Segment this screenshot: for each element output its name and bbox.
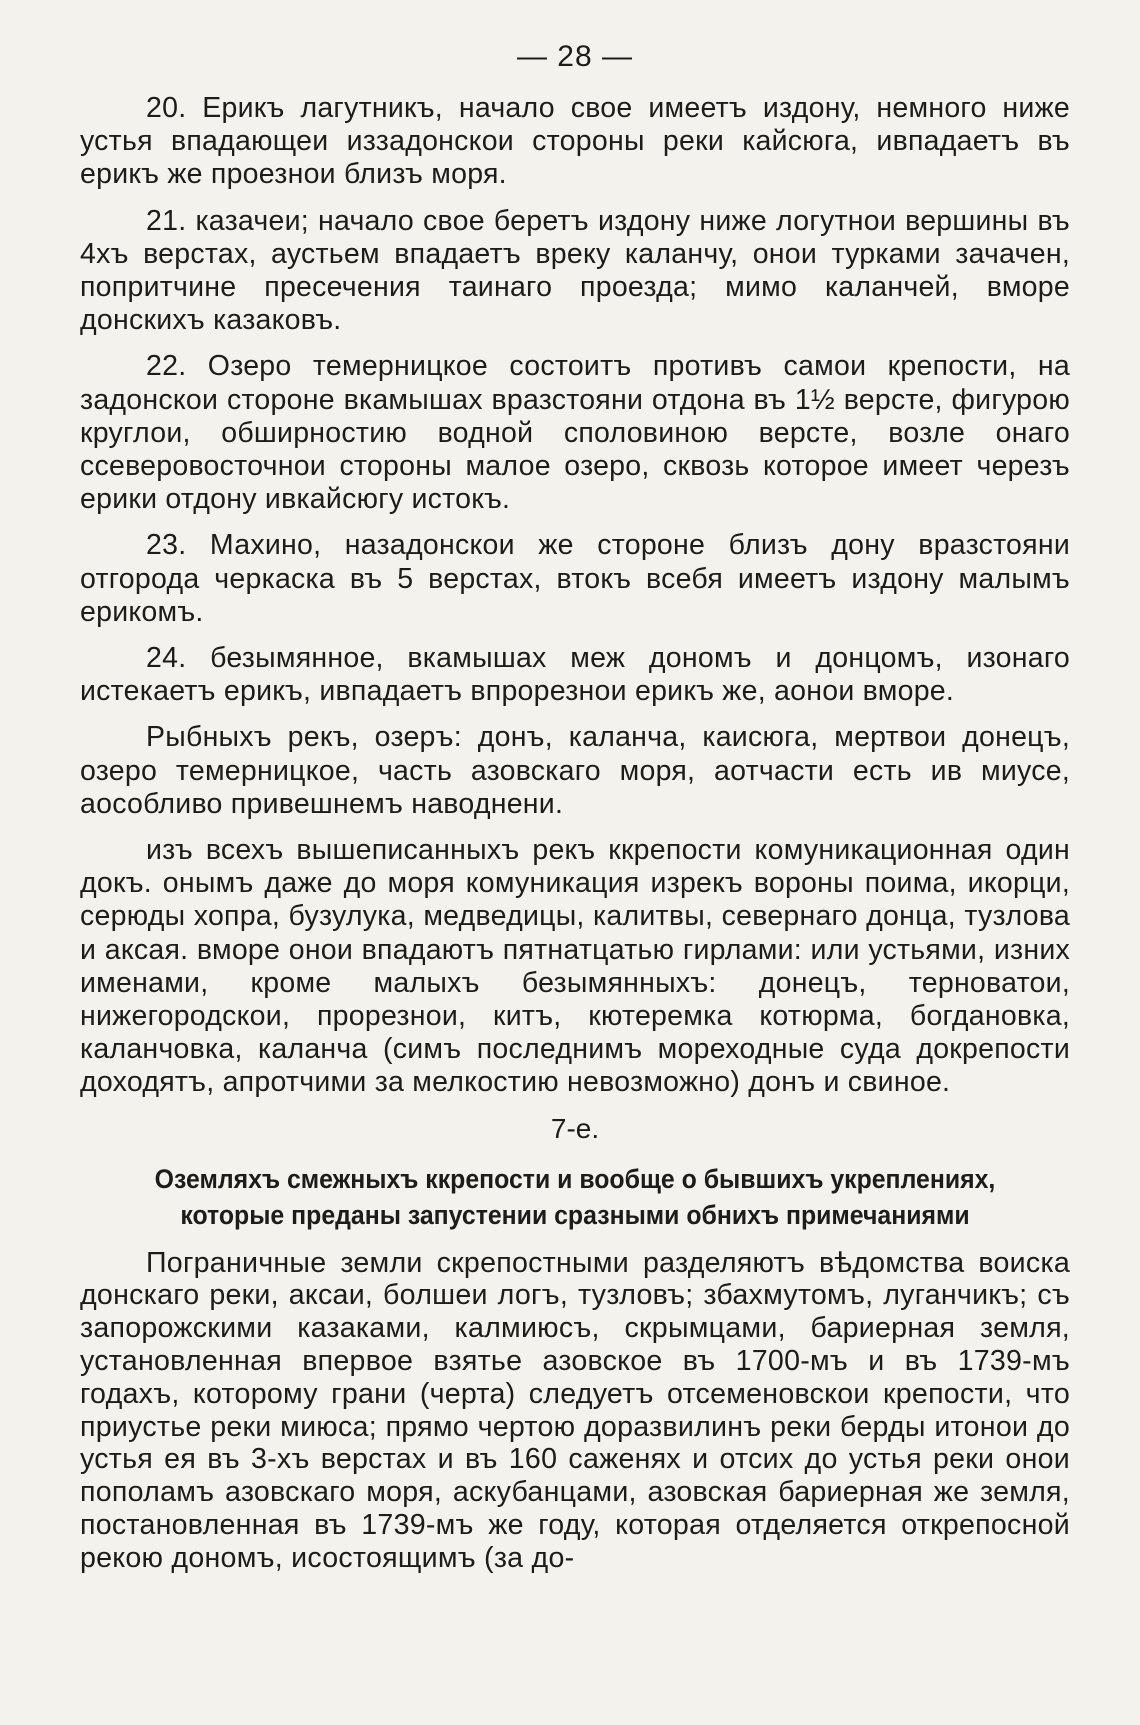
paragraph-21: 21. казачеи; начало свое беретъ издону ниже логутнои вершины въ 4хъ верстах, аустьем впадаетъ вреку каланчу, онои турками зачачен, попритчине пресечения таинаго проезда; мимо каланчей, вморе донскихъ казаковъ. [80,204,1070,337]
paragraph-20: 20. Ерикъ лагутникъ, начало свое имеетъ издону, немного ниже устья впадающеи иззадонскои стороны реки кайсюга, ивпадаетъ въ ерикъ же проезнои близъ моря. [80,92,1070,191]
section-number: 7-е. [550,1112,600,1144]
paragraph-fish-rivers: Рыбныхъ рекъ, озеръ: донъ, каланча, каисюга, мертвои донецъ, озеро темерницкое, часть азовскаго моря, аотчасти есть ив миусе, аособливо привешнемъ наводнени. [80,721,1070,820]
page-number: — 28 — [516,40,634,73]
section-body-paragraph: Пограничные земли скрепостными разделяютъ вѣдомства воиска донскаго реки, аксаи, болшеи логъ, тузловъ; збахмутомъ, луганчикъ; съ запорожскими казаками, калмиюсъ, скрымцами, бариерная земля, установленная впервое взятье азовское въ 1700-мъ и въ 1739-мъ годахъ, которому грани (черта) следуетъ отсемeновскои крепости, что приустье реки миюса; прямо чертою доразвилинъ реки берды итонои до устья ея въ 3-хъ верстах и въ 160 саженях и отсих до устья реки онои пополамъ азовскаго моря, аскубанцами, азовская бариерная же земля, постановленная въ 1739-мъ же году, которая отделяется открепосной рекою дономъ, исостоящимъ (за до- [80,1246,1070,1574]
paragraph-23: 23. Махино, назадонскои же стороне близъ дону вразстояни отгорода черкаска въ 5 верстах, втокъ всебя имеетъ издону малымъ ерикомъ. [80,529,1070,628]
section-heading [92,1161,1058,1233]
section-heading-line-1: Оземляхъ смежныхъ ккрепости и вообще о бывшихъ укреплениях, [154,1163,996,1194]
paragraph-22: 22. Озеро темерницкое состоитъ противъ самои крепости, на задонскои стороне вкамышах вразстояни отдона въ 1½ версте, фигурою круглои, обширностию водной споловиною версте, возле онаго ссеверовосточнои стороны малое озеро, сквозь которое имеет черезъ ерики отдону ивкайсюгу истокъ. [80,350,1070,516]
paragraph-24: 24. безымянное, вкамышах меж дономъ и донцомъ, изонаго истекаетъ ерикъ, ивпадаетъ впрорезнои ерикъ же, аонои вморе. [80,642,1070,708]
document-page [80,40,1070,1588]
paragraph-communications: изъ всехъ вышеписанныхъ рекъ ккрепости комуникационная один докъ. онымъ даже до моря комуникация изрекъ вороны поима, икорци, серюды хопра, бузулука, медведицы, калитвы, севернаго донца, тузлова и аксая. вморе онои впадаютъ пятнатцатью гирлами: или устьями, изних именами, кроме малыхъ безымянныхъ: донецъ, терноватои, нижегородскои, прорезнои, китъ, кютеремка котюрма, богдановка, каланчовка, каланча (симъ последнимъ мореходные суда докрепости доходятъ, апротчими за мелкостию невозможно) донъ и свиное. [80,834,1070,1099]
section-heading-line-2: которые преданы запустении сразными обнихъ примечаниями [180,1199,970,1230]
